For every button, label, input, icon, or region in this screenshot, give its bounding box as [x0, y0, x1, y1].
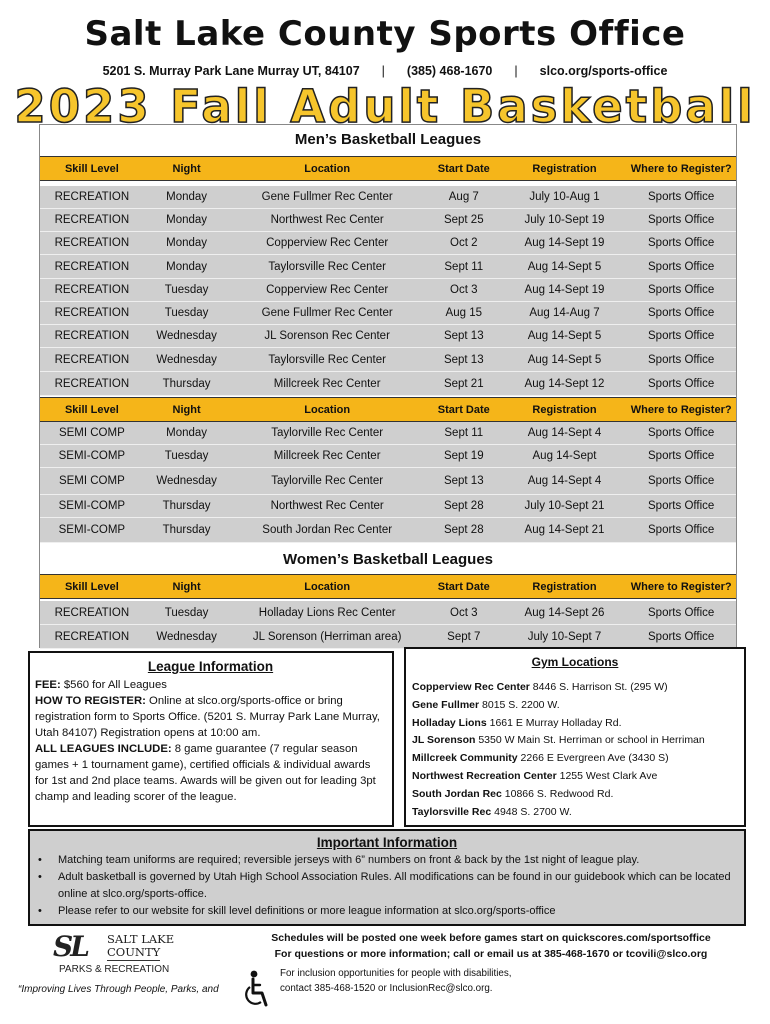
- column-header-row: [40, 156, 736, 181]
- gym-name: Gene Fullmer: [412, 698, 480, 711]
- cell-registration: July 10-Sept 19: [524, 214, 605, 226]
- column-header-registration: Registration: [532, 162, 597, 175]
- gym-address: 4948 S. 2700 W.: [494, 805, 572, 818]
- cell-night: Thursday: [162, 524, 211, 536]
- column-header-location: Location: [304, 580, 351, 593]
- cell-skill-level: SEMI COMP: [58, 427, 125, 439]
- gym-name: Copperview Rec Center: [412, 681, 530, 693]
- cell-where-to-register: Sports Office: [648, 330, 715, 342]
- cell-where-to-register: Sports Office: [648, 524, 715, 536]
- cell-location: Northwest Rec Center: [270, 214, 384, 226]
- table-row: [40, 625, 736, 649]
- gym-location-item: [412, 804, 738, 822]
- cell-registration: July 10-Sept 7: [527, 630, 602, 643]
- cell-registration: Aug 14-Sept 5: [527, 330, 602, 342]
- cell-night: Tuesday: [164, 606, 209, 619]
- cell-night: Monday: [166, 237, 208, 249]
- table-row: [40, 601, 736, 625]
- schedule-note: [256, 930, 726, 962]
- register-label: HOW TO REGISTER:: [35, 695, 146, 707]
- cell-registration: Aug 14-Aug 7: [529, 307, 600, 319]
- wheelchair-accessibility-icon: [244, 969, 270, 1011]
- cell-where-to-register: Sports Office: [648, 307, 715, 319]
- important-item: • Please refer to our website for skill level definitions or more league information at slco.org/sports-office: [38, 903, 736, 920]
- cell-registration: July 10-Aug 1: [529, 191, 600, 203]
- cell-night: Monday: [166, 191, 208, 203]
- cell-night: Thursday: [162, 377, 211, 390]
- column-header-skill-level: Skill Level: [64, 580, 119, 593]
- gym-location-item: [412, 786, 738, 804]
- org-title: Salt Lake County Sports Office: [84, 14, 686, 54]
- important-item: • Adult basketball is governed by Utah High School Association Rules. All modifications can be found in our guidebook which can be located online at slco.org/sports-office.: [38, 869, 736, 903]
- column-header-night: Night: [172, 403, 201, 416]
- gym-address: 1255 West Clark Ave: [559, 769, 658, 782]
- logo-text-parks-recreation: PARKS & RECREATION: [59, 964, 170, 975]
- gym-name: Taylorsville Rec: [412, 805, 492, 818]
- cell-location: Taylorville Rec Center: [271, 475, 384, 487]
- cell-registration: Aug 14-Sept 21: [524, 524, 605, 536]
- cell-night: Monday: [166, 427, 208, 439]
- cell-start-date: Aug 15: [445, 307, 482, 319]
- cell-location: Millcreek Rec Center: [273, 377, 381, 390]
- gym-locations-box: [404, 647, 746, 827]
- cell-skill-level: RECREATION: [54, 191, 130, 203]
- important-information-box: [28, 829, 746, 926]
- cell-location: Copperview Rec Center: [266, 237, 389, 249]
- cell-location: Gene Fullmer Rec Center: [261, 307, 393, 319]
- cell-skill-level: RECREATION: [54, 353, 130, 366]
- cell-where-to-register: Sports Office: [648, 427, 715, 439]
- column-header-start-date: Start Date: [437, 580, 490, 593]
- table-row: [40, 468, 736, 495]
- cell-registration: Aug 14-Sept 19: [524, 237, 605, 249]
- cell-start-date: Sept 11: [444, 260, 484, 273]
- inclusion-contact: contact 385-468-1520 or InclusionRec@slco.org.: [280, 983, 493, 994]
- gym-address: 8446 S. Harrison St. (295 W): [532, 681, 668, 693]
- cell-start-date: Sept 28: [443, 500, 484, 512]
- cell-start-date: Sept 21: [443, 377, 484, 390]
- column-header-location: Location: [304, 403, 351, 416]
- cell-skill-level: SEMI COMP: [58, 475, 125, 487]
- cell-start-date: Oct 3: [450, 606, 478, 619]
- column-header-row: [40, 397, 736, 422]
- cell-night: Monday: [166, 260, 208, 273]
- cell-where-to-register: Sports Office: [648, 284, 715, 296]
- table-row: [40, 495, 736, 518]
- gym-address: 2266 E Evergreen Ave (3430 S): [520, 752, 669, 765]
- cell-location: Holladay Lions Rec Center: [258, 606, 396, 619]
- fee-text: $560 for All Leagues: [63, 679, 167, 691]
- cell-start-date: Oct 3: [450, 284, 478, 296]
- cell-skill-level: SEMI-COMP: [58, 500, 126, 512]
- table-row: [40, 445, 736, 468]
- gym-name: Millcreek Community: [412, 752, 518, 765]
- cell-start-date: Oct 2: [450, 237, 478, 249]
- cell-night: Monday: [166, 214, 208, 226]
- cell-location: Northwest Rec Center: [270, 500, 384, 512]
- cell-night: Tuesday: [164, 450, 209, 462]
- cell-location: JL Sorenson (Herriman area): [252, 630, 402, 643]
- cell-location: JL Sorenson Rec Center: [264, 330, 390, 342]
- cell-start-date: Sept 28: [443, 524, 484, 536]
- register-text: Online at slco.org/sports-office or bring registration form to Sports Office. (5201 S. Murray Park Lane Murray, Utah 84107) Registration opens at 10:00 am.: [35, 695, 380, 739]
- cell-night: Tuesday: [164, 307, 209, 319]
- phone: (385) 468-1670: [406, 64, 493, 78]
- gym-name: Northwest Recreation Center: [412, 769, 557, 782]
- cell-skill-level: RECREATION: [54, 237, 130, 249]
- cell-registration: Aug 14-Sept 5: [527, 260, 602, 273]
- cell-where-to-register: Sports Office: [648, 260, 715, 273]
- mens-leagues-heading: Men’s Basketball Leagues: [294, 131, 482, 148]
- cell-start-date: Sept 13: [443, 330, 484, 342]
- cell-where-to-register: Sports Office: [648, 191, 715, 203]
- cell-location: Taylorsville Rec Center: [268, 260, 386, 273]
- gym-location-item: [412, 697, 738, 715]
- cell-skill-level: SEMI-COMP: [58, 524, 126, 536]
- column-header-registration: Registration: [532, 580, 597, 593]
- cell-skill-level: RECREATION: [54, 630, 130, 643]
- website-link[interactable]: slco.org/sports-office: [539, 64, 668, 78]
- cell-where-to-register: Sports Office: [648, 377, 715, 390]
- table-row: [40, 209, 736, 232]
- cell-location: Taylorsville Rec Center: [268, 353, 386, 366]
- cell-start-date: Sept 7: [447, 630, 481, 643]
- gym-address: 8015 S. 2200 W.: [482, 698, 560, 711]
- gym-location-item: [412, 732, 738, 750]
- cell-start-date: Sept 11: [444, 427, 484, 439]
- table-row: [40, 232, 736, 255]
- gym-list: [412, 679, 738, 821]
- table-row: [40, 325, 736, 348]
- league-information-title: League Information: [147, 659, 274, 674]
- gym-location-item: [412, 679, 738, 697]
- cell-where-to-register: Sports Office: [648, 237, 715, 249]
- womens-leagues-heading: Women’s Basketball Leagues: [282, 551, 494, 568]
- questions-line: For questions or more information; call or email us at 385-468-1670 or tcovili@slco.org: [274, 948, 708, 960]
- cell-skill-level: RECREATION: [54, 377, 130, 390]
- slco-logo-mark-icon: SL: [53, 930, 87, 963]
- cell-skill-level: RECREATION: [54, 307, 130, 319]
- cell-registration: July 10-Sept 21: [524, 500, 605, 512]
- column-header-where-to-register: Where to Register?: [630, 580, 732, 593]
- cell-night: Wednesday: [156, 630, 217, 643]
- cell-skill-level: RECREATION: [54, 606, 130, 619]
- cell-skill-level: RECREATION: [54, 260, 130, 273]
- fee-label: FEE:: [35, 679, 61, 691]
- table-row: [40, 186, 736, 209]
- gym-location-item: [412, 715, 738, 733]
- table-row: [40, 372, 736, 396]
- schedule-line: Schedules will be posted one week before games start on quickscores.com/sportsoffice: [271, 932, 711, 944]
- league-information-box: [28, 651, 394, 827]
- cell-where-to-register: Sports Office: [648, 353, 715, 366]
- gym-location-item: [412, 750, 738, 768]
- cell-start-date: Aug 7: [448, 191, 479, 203]
- column-header-night: Night: [172, 580, 201, 593]
- cell-skill-level: RECREATION: [54, 214, 130, 226]
- column-header-skill-level: Skill Level: [64, 162, 119, 175]
- column-header-start-date: Start Date: [437, 162, 490, 175]
- gym-address: 5350 W Main St. Herriman or school in Herriman: [478, 734, 705, 747]
- cell-registration: Aug 14-Sept 12: [524, 377, 605, 390]
- cell-night: Wednesday: [156, 353, 217, 366]
- cell-start-date: Sept 19: [443, 450, 484, 462]
- table-row: [40, 255, 736, 279]
- cell-skill-level: RECREATION: [54, 284, 130, 296]
- cell-where-to-register: Sports Office: [648, 450, 715, 462]
- separator: |: [381, 64, 385, 78]
- column-header-location: Location: [304, 162, 351, 175]
- league-schedule-table: [39, 124, 737, 648]
- column-header-where-to-register: Where to Register?: [630, 403, 732, 416]
- important-list: [38, 852, 736, 920]
- logo-text-salt-lake: SALT LAKE: [107, 932, 175, 946]
- cell-where-to-register: Sports Office: [648, 500, 715, 512]
- cell-where-to-register: Sports Office: [648, 606, 715, 619]
- column-header-start-date: Start Date: [437, 403, 490, 416]
- cell-registration: Aug 14-Sept 4: [527, 427, 602, 439]
- column-header-where-to-register: Where to Register?: [630, 162, 732, 175]
- column-header-skill-level: Skill Level: [64, 403, 119, 416]
- cell-location: Millcreek Rec Center: [273, 450, 381, 462]
- cell-start-date: Sept 25: [443, 214, 484, 226]
- gym-name: South Jordan Rec: [412, 787, 502, 800]
- cell-location: Taylorville Rec Center: [271, 427, 384, 439]
- cell-location: Copperview Rec Center: [266, 284, 389, 296]
- cell-night: Wednesday: [156, 475, 217, 487]
- gym-locations-title: Gym Locations: [531, 655, 619, 669]
- column-header-night: Night: [172, 162, 201, 175]
- table-row: [40, 518, 736, 543]
- table-row: [40, 422, 736, 445]
- league-information-body: [35, 677, 386, 805]
- cell-where-to-register: Sports Office: [648, 475, 715, 487]
- gym-name: Holladay Lions: [412, 716, 487, 729]
- separator: |: [514, 64, 518, 78]
- cell-registration: Aug 14-Sept 19: [524, 284, 605, 296]
- season-title: 2023 Fall Adult Basketball: [14, 80, 756, 133]
- cell-location: Gene Fullmer Rec Center: [261, 191, 393, 203]
- cell-registration: Aug 14-Sept 4: [527, 475, 602, 487]
- cell-skill-level: SEMI-COMP: [58, 450, 126, 462]
- cell-location: South Jordan Rec Center: [262, 524, 393, 536]
- address: 5201 S. Murray Park Lane Murray UT, 84107: [102, 64, 360, 78]
- contact-line: [0, 64, 770, 78]
- cell-registration: Aug 14-Sept 5: [527, 353, 602, 366]
- cell-where-to-register: Sports Office: [648, 214, 715, 226]
- cell-where-to-register: Sports Office: [648, 630, 715, 643]
- column-header-row: [40, 574, 736, 599]
- cell-start-date: Sept 13: [443, 353, 484, 366]
- cell-registration: Aug 14-Sept: [532, 450, 597, 462]
- slco-parks-logo: [53, 930, 183, 978]
- includes-label: ALL LEAGUES INCLUDE:: [35, 743, 172, 755]
- gym-address: 1661 E Murray Holladay Rd.: [489, 716, 622, 729]
- cell-registration: Aug 14-Sept 26: [524, 606, 605, 619]
- includes-text: 8 game guarantee (7 regular season games + 1 tournament game), certified officials & individual awards for 1st and 2nd place teams. Awards will be given out for leading 3pt champ and leading scorer of the league.: [35, 743, 376, 803]
- table-row: [40, 279, 736, 302]
- gym-address: 10866 S. Redwood Rd.: [504, 787, 614, 800]
- table-row: [40, 302, 736, 325]
- table-row: [40, 348, 736, 372]
- cell-night: Wednesday: [156, 330, 217, 342]
- logo-text-county: COUNTY: [107, 945, 161, 959]
- inclusion-line: For inclusion opportunities for people with disabilities,: [280, 968, 512, 979]
- cell-skill-level: RECREATION: [54, 330, 130, 342]
- gym-location-item: [412, 768, 738, 786]
- inclusion-note: [280, 966, 511, 996]
- cell-night: Thursday: [162, 500, 211, 512]
- cell-night: Tuesday: [164, 284, 209, 296]
- column-header-registration: Registration: [532, 403, 597, 416]
- important-information-title: Important Information: [316, 835, 458, 850]
- gym-name: JL Sorenson: [412, 734, 476, 747]
- important-item: • Matching team uniforms are required; reversible jerseys with 6” numbers on front & back by the 1st night of league play.: [38, 852, 736, 869]
- tagline: “Improving Lives Through People, Parks, and: [18, 984, 219, 995]
- cell-start-date: Sept 13: [443, 475, 484, 487]
